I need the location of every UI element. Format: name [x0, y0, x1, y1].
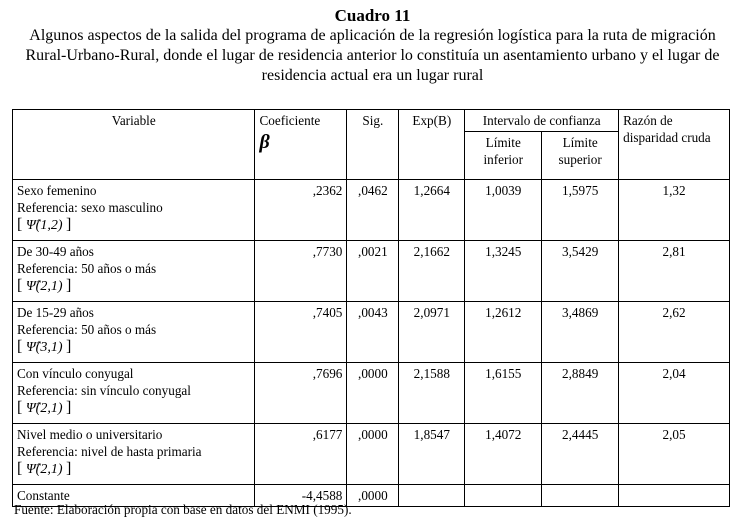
variable-reference: Referencia: nivel de hasta primaria: [17, 444, 202, 459]
constant-label: Constante: [13, 485, 255, 507]
psi-notation: [ Ψ̂(2,1) ]: [17, 399, 72, 416]
variable-name: Nivel medio o universitario: [17, 427, 163, 442]
upper-value: 1,5975: [542, 180, 619, 241]
psi-notation: [ Ψ̂(2,1) ]: [17, 277, 72, 294]
upper-value: 3,5429: [542, 241, 619, 302]
psi-notation: [ Ψ̂(2,1) ]: [17, 460, 72, 477]
lower-value: 1,4072: [465, 424, 542, 485]
lower-value: 1,2612: [465, 302, 542, 363]
variable-reference: Referencia: 50 años o más: [17, 261, 157, 276]
coef-value: ,7696: [255, 363, 347, 424]
variable-name: Con vínculo conyugal: [17, 366, 134, 381]
upper-value: 3,4869: [542, 302, 619, 363]
row-variable-cell: [13, 241, 255, 302]
variable-reference: Referencia: sin vínculo conyugal: [17, 383, 191, 398]
razon-value: 2,62: [619, 302, 730, 363]
table-row: [13, 241, 730, 302]
sig-value: ,0021: [347, 241, 399, 302]
table-caption: [0, 6, 745, 86]
coef-value: ,6177: [255, 424, 347, 485]
sig-value: ,0462: [347, 180, 399, 241]
table-description: Algunos aspectos de la salida del programa de aplicación de la regresión logística para la ruta de migración Rural-Urbano-Rural, donde el lugar de residencia anterior lo constituía un asentamiento urbano y el lugar de residencia actual era un lugar rural: [25, 27, 720, 84]
constant-sig: ,0000: [347, 485, 399, 507]
variable-reference: Referencia: sexo masculino: [17, 200, 163, 215]
regression-table: [12, 109, 730, 507]
table-row: [13, 180, 730, 241]
header-intervalo: Intervalo de confianza: [465, 110, 619, 132]
header-variable: Variable: [13, 110, 255, 180]
source-note: Fuente: Elaboración propia con base en datos del ENMI (1995).: [14, 502, 352, 517]
exp-value: 2,1588: [399, 363, 465, 424]
exp-value: 2,0971: [399, 302, 465, 363]
variable-name: De 30-49 años: [17, 244, 94, 259]
sig-value: ,0000: [347, 363, 399, 424]
row-variable-cell: [13, 302, 255, 363]
header-coeficiente-label: Coeficiente: [259, 113, 321, 128]
empty-cell: [619, 485, 730, 507]
exp-value: 1,8547: [399, 424, 465, 485]
variable-name: De 15-29 años: [17, 305, 94, 320]
sig-value: ,0043: [347, 302, 399, 363]
header-limite-superior: Límite superior: [542, 132, 619, 180]
variable-reference: Referencia: 50 años o más: [17, 322, 157, 337]
header-razon: Razón de disparidad cruda: [619, 110, 730, 180]
variable-name: Sexo femenino: [17, 183, 97, 198]
upper-value: 2,8849: [542, 363, 619, 424]
table-row: [13, 302, 730, 363]
razon-value: 2,04: [619, 363, 730, 424]
exp-value: 2,1662: [399, 241, 465, 302]
coef-value: ,2362: [255, 180, 347, 241]
upper-value: 2,4445: [542, 424, 619, 485]
razon-value: 2,05: [619, 424, 730, 485]
empty-cell: [399, 485, 465, 507]
header-limite-inferior: Límite inferior: [465, 132, 542, 180]
table-title: Cuadro 11: [334, 6, 411, 25]
lower-value: 1,6155: [465, 363, 542, 424]
razon-value: 1,32: [619, 180, 730, 241]
coef-value: ,7405: [255, 302, 347, 363]
header-sig: Sig.: [347, 110, 399, 180]
lower-value: 1,0039: [465, 180, 542, 241]
empty-cell: [542, 485, 619, 507]
header-exp: Exp(B): [399, 110, 465, 180]
sig-value: ,0000: [347, 424, 399, 485]
row-variable-cell: [13, 363, 255, 424]
row-variable-cell: [13, 180, 255, 241]
razon-value: 2,81: [619, 241, 730, 302]
exp-value: 1,2664: [399, 180, 465, 241]
header-beta-symbol: β: [259, 131, 270, 153]
table-row: [13, 363, 730, 424]
lower-value: 1,3245: [465, 241, 542, 302]
table-row: [13, 424, 730, 485]
psi-notation: [ Ψ̂(3,1) ]: [17, 338, 72, 355]
header-coeficiente: [255, 110, 347, 180]
constant-coef: -4,4588: [255, 485, 347, 507]
row-variable-cell: [13, 424, 255, 485]
empty-cell: [465, 485, 542, 507]
coef-value: ,7730: [255, 241, 347, 302]
psi-notation: [ Ψ̂(1,2) ]: [17, 216, 72, 233]
